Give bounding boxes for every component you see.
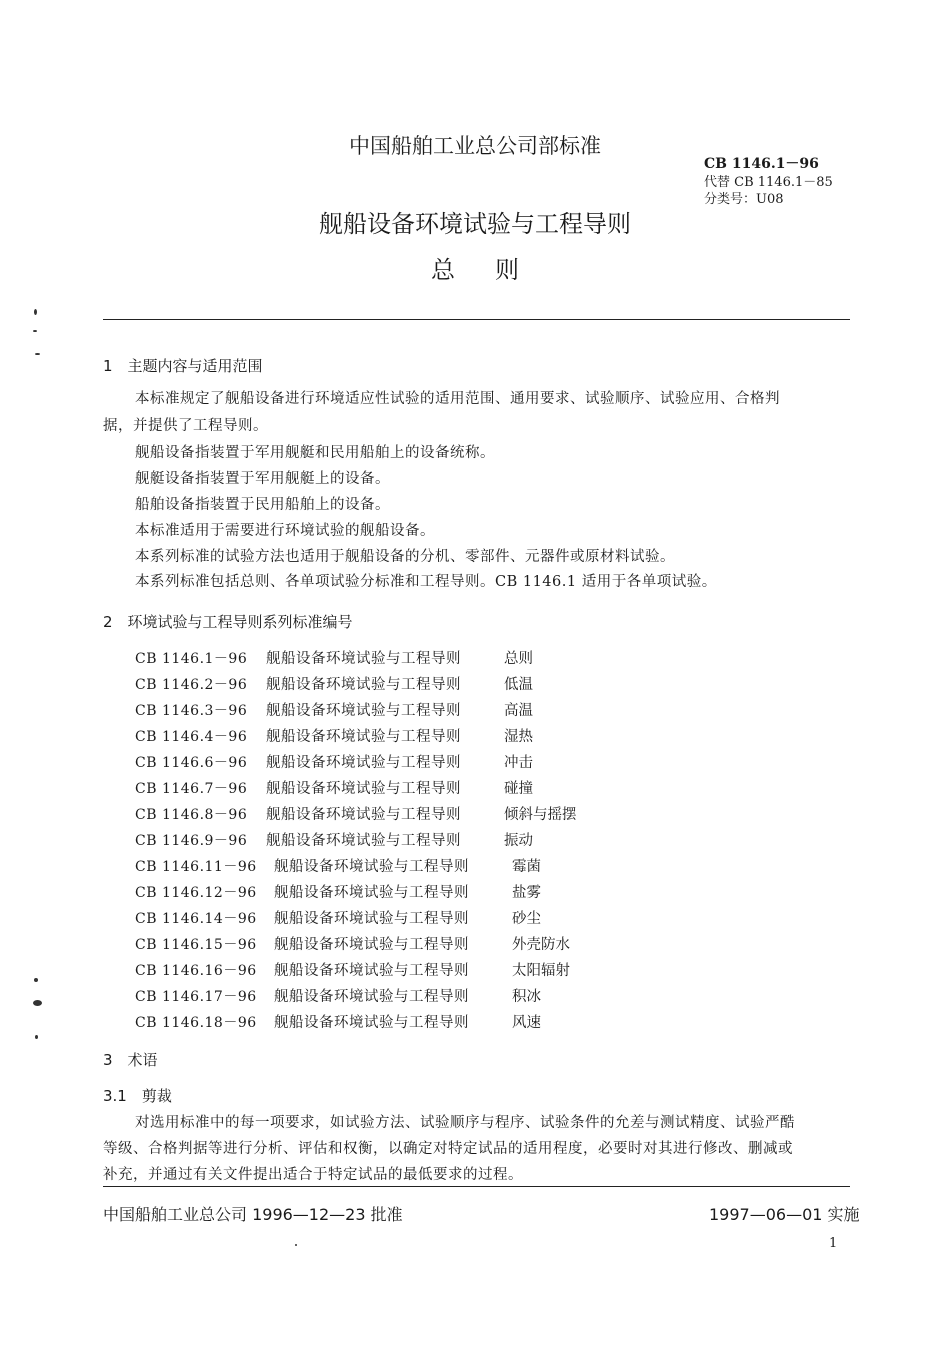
standard-number: CB 1146.9－96 xyxy=(135,833,248,849)
issuing-organization-header: 中国船舶工业总公司部标准 xyxy=(349,134,601,158)
list-item xyxy=(135,829,533,850)
replaces-standard: 代替 CB 1146.1－85 xyxy=(704,175,833,190)
section-1-paragraph: 船舶设备指装置于民用船舶上的设备。 xyxy=(135,497,390,513)
list-item xyxy=(135,1011,541,1032)
standard-number: CB 1146.14－96 xyxy=(135,911,257,927)
effective-date: 1997—06—01 实施 xyxy=(709,1205,860,1224)
list-item xyxy=(135,673,533,694)
section-1-paragraph: 本系列标准包括总则、各单项试验分标准和工程导则。CB 1146.1 适用于各单项试验。 xyxy=(135,574,717,590)
header-divider xyxy=(103,319,850,320)
section-3-paragraph: 对选用标准中的每一项要求，如试验方法、试验顺序与程序、试验条件的允差与测试精度、试验严酷 xyxy=(135,1115,795,1131)
standard-number: CB 1146.17－96 xyxy=(135,989,257,1005)
section-1-paragraph: 舰船设备指装置于军用舰艇和民用船舶上的设备统称。 xyxy=(135,445,495,461)
footer-divider xyxy=(103,1186,850,1187)
list-item xyxy=(135,959,570,980)
page-number: 1 xyxy=(829,1236,838,1251)
standard-part: 太阳辐射 xyxy=(512,963,570,979)
standard-title: 舰船设备环境试验与工程导则 xyxy=(274,911,469,927)
standard-title: 舰船设备环境试验与工程导则 xyxy=(274,989,469,1005)
scan-speck xyxy=(34,309,37,315)
section-1-paragraph: 本标准适用于需要进行环境试验的舰船设备。 xyxy=(135,523,435,539)
standard-part: 冲击 xyxy=(504,755,533,771)
scan-speck xyxy=(34,978,38,982)
standard-title: 舰船设备环境试验与工程导则 xyxy=(266,651,461,667)
section-1-paragraph: 本系列标准的试验方法也适用于舰船设备的分机、零部件、元器件或原材料试验。 xyxy=(135,549,675,565)
standard-part: 高温 xyxy=(504,703,533,719)
standard-title: 舰船设备环境试验与工程导则 xyxy=(266,677,461,693)
standard-part: 总则 xyxy=(504,651,533,667)
standard-number: CB 1146.7－96 xyxy=(135,781,248,797)
standard-title: 舰船设备环境试验与工程导则 xyxy=(266,755,461,771)
list-item xyxy=(135,751,533,772)
standard-title: 舰船设备环境试验与工程导则 xyxy=(274,937,469,953)
scan-speck xyxy=(33,1000,42,1006)
section-1-paragraph: 据，并提供了工程导则。 xyxy=(103,418,268,434)
standard-number: CB 1146.1－96 xyxy=(135,651,248,667)
scan-speck xyxy=(295,1244,297,1246)
section-1-paragraph: 舰艇设备指装置于军用舰艇上的设备。 xyxy=(135,471,390,487)
section-3-paragraph: 补充，并通过有关文件提出适合于特定试品的最低要求的过程。 xyxy=(103,1167,523,1183)
standard-title: 舰船设备环境试验与工程导则 xyxy=(266,807,461,823)
standard-title: 舰船设备环境试验与工程导则 xyxy=(266,729,461,745)
standard-code: CB 1146.1－96 xyxy=(704,156,819,172)
standard-number: CB 1146.6－96 xyxy=(135,755,248,771)
scan-speck xyxy=(33,330,37,332)
standard-number: CB 1146.2－96 xyxy=(135,677,248,693)
standard-part: 外壳防水 xyxy=(512,937,570,953)
section-3-heading: 3 术语 xyxy=(103,1051,158,1069)
approval-line: 中国船舶工业总公司 1996—12—23 批准 xyxy=(103,1205,403,1224)
standard-part: 盐雾 xyxy=(512,885,541,901)
standard-number: CB 1146.18－96 xyxy=(135,1015,257,1031)
standard-title: 舰船设备环境试验与工程导则 xyxy=(274,885,469,901)
standard-number: CB 1146.15－96 xyxy=(135,937,257,953)
standard-number: CB 1146.16－96 xyxy=(135,963,257,979)
standard-title: 舰船设备环境试验与工程导则 xyxy=(274,1015,469,1031)
standard-part: 低温 xyxy=(504,677,533,693)
list-item xyxy=(135,907,541,928)
section-3-1-heading: 3.1 剪裁 xyxy=(103,1087,172,1105)
list-item xyxy=(135,725,533,746)
list-item xyxy=(135,699,533,720)
document-title: 舰船设备环境试验与工程导则 xyxy=(319,210,631,238)
list-item xyxy=(135,647,533,668)
standard-part: 霉菌 xyxy=(512,859,541,875)
standard-number: CB 1146.8－96 xyxy=(135,807,248,823)
standard-number: CB 1146.4－96 xyxy=(135,729,248,745)
standard-part: 湿热 xyxy=(504,729,533,745)
scan-speck xyxy=(35,1035,38,1039)
classification-number: 分类号：U08 xyxy=(704,192,784,207)
standard-part: 砂尘 xyxy=(512,911,541,927)
section-1-paragraph: 本标准规定了舰船设备进行环境适应性试验的适用范围、通用要求、试验顺序、试验应用、合格判 xyxy=(135,391,780,407)
standard-title: 舰船设备环境试验与工程导则 xyxy=(274,963,469,979)
standard-part: 碰撞 xyxy=(504,781,533,797)
standard-part: 积冰 xyxy=(512,989,541,1005)
standard-number: CB 1146.12－96 xyxy=(135,885,257,901)
list-item xyxy=(135,985,541,1006)
standard-title: 舰船设备环境试验与工程导则 xyxy=(266,781,461,797)
standard-number: CB 1146.3－96 xyxy=(135,703,248,719)
scan-speck xyxy=(35,353,40,355)
standard-title: 舰船设备环境试验与工程导则 xyxy=(266,833,461,849)
standard-number: CB 1146.11－96 xyxy=(135,859,257,875)
document-subtitle: 总则 xyxy=(431,256,559,284)
list-item xyxy=(135,803,577,824)
list-item xyxy=(135,855,541,876)
standard-title: 舰船设备环境试验与工程导则 xyxy=(266,703,461,719)
section-2-heading: 2 环境试验与工程导则系列标准编号 xyxy=(103,613,353,631)
standard-part: 倾斜与摇摆 xyxy=(504,807,577,823)
section-3-paragraph: 等级、合格判据等进行分析、评估和权衡，以确定对特定试品的适用程度，必要时对其进行修改、删减或 xyxy=(103,1141,793,1157)
standard-part: 振动 xyxy=(504,833,533,849)
list-item xyxy=(135,933,570,954)
section-1-heading: 1 主题内容与适用范围 xyxy=(103,357,263,375)
list-item xyxy=(135,881,541,902)
standard-title: 舰船设备环境试验与工程导则 xyxy=(274,859,469,875)
standard-part: 风速 xyxy=(512,1015,541,1031)
list-item xyxy=(135,777,533,798)
